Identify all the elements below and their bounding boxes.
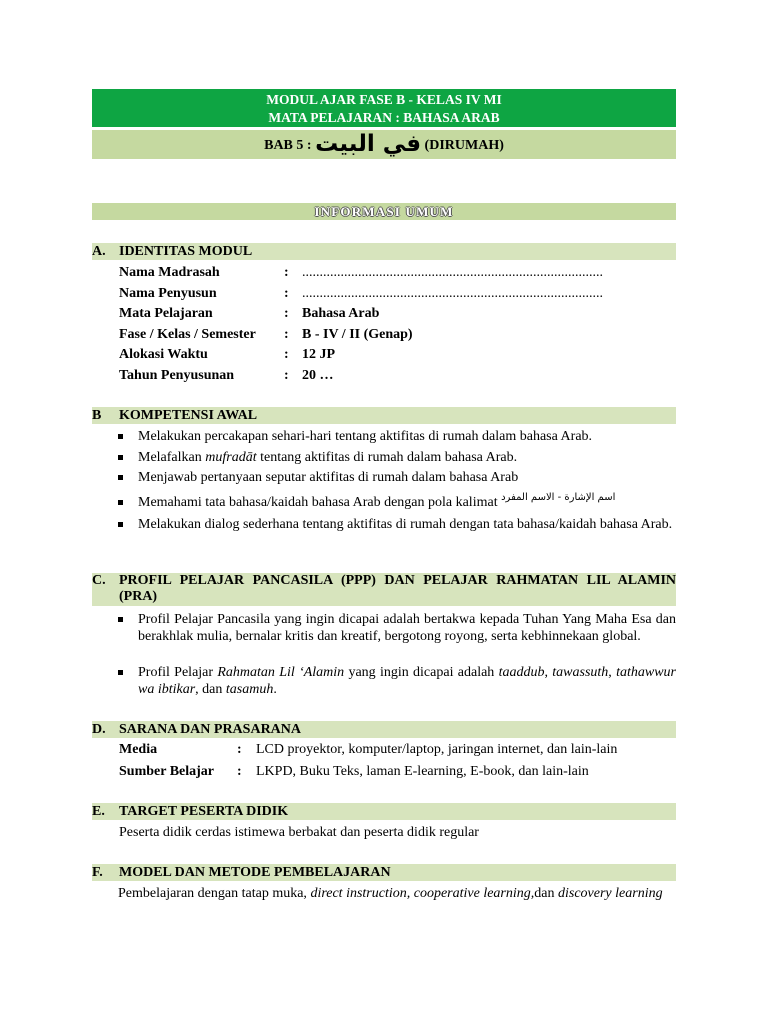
facility-separator: : <box>237 742 242 757</box>
identity-label: Alokasi Waktu <box>119 347 208 362</box>
section-letter: C. <box>92 573 106 588</box>
identity-value: ...................................................................................... <box>302 286 603 301</box>
section-letter: F. <box>92 865 103 880</box>
bullet-icon <box>118 670 123 675</box>
list-item: Profil Pelajar Rahmatan Lil ‘Alamin yang ingin dicapai adalah taaddub, tawassuth, tathawwur wa ibtikar, dan tasamuh. <box>118 664 676 698</box>
bullet-icon <box>118 455 123 460</box>
bullet-icon <box>118 500 123 505</box>
bullet-icon <box>118 617 123 622</box>
identity-label: Mata Pelajaran <box>119 306 213 321</box>
general-info-heading: INFORMASI UMUM <box>92 203 676 220</box>
arabic-pattern: اسم الإشارة - الاسم المفرد <box>501 492 616 503</box>
identity-separator: : <box>284 327 289 342</box>
bullet-icon <box>118 434 123 439</box>
section-b-heading <box>92 407 676 424</box>
section-letter: A. <box>92 244 106 259</box>
module-title: MODUL AJAR FASE B - KELAS IV MI <box>266 92 502 107</box>
identity-separator: : <box>284 347 289 362</box>
identity-label: Nama Penyusun <box>119 286 217 301</box>
section-title: PROFIL PELAJAR PANCASILA (PPP) DAN PELAJAR RAHMATAN LIL ALAMIN (PRA) <box>119 573 676 604</box>
identity-value: B - IV / II (Genap) <box>302 327 413 342</box>
list-item: Profil Pelajar Pancasila yang ingin dicapai adalah bertakwa kepada Tuhan Yang Maha Esa dan berakhlak mulia, bernalar kritis dan kreatif, bergotong royong, serta kebhinnekaan global. <box>118 611 676 662</box>
section-title: IDENTITAS MODUL <box>119 244 253 259</box>
identity-value: 20 … <box>302 368 334 383</box>
identity-separator: : <box>284 368 289 383</box>
target-students-text: Peserta didik cerdas istimewa berbakat dan peserta didik regular <box>119 825 479 840</box>
facility-separator: : <box>237 764 242 779</box>
identity-separator: : <box>284 306 289 321</box>
section-c-heading <box>92 573 676 606</box>
list-item: Melafalkan mufradāt tentang aktifitas di rumah dalam bahasa Arab. <box>118 449 676 466</box>
identity-value: ...................................................................................... <box>302 265 603 280</box>
list-item: Memahami tata bahasa/kaidah bahasa Arab dengan pola kalimat $^{اسم الإشارة - الاسم المفرد}$ <box>118 494 676 511</box>
chapter-banner <box>92 130 676 159</box>
identity-value: 12 JP <box>302 347 336 362</box>
section-letter: B <box>92 408 102 423</box>
identity-value: Bahasa Arab <box>302 306 380 321</box>
section-e-heading <box>92 803 676 820</box>
list-item: Menjawab pertanyaan seputar aktifitas di rumah dalam bahasa Arab <box>118 469 676 486</box>
chapter-prefix: BAB 5 : <box>264 138 312 153</box>
learning-model-text: Pembelajaran dengan tatap muka, direct instruction, cooperative learning,dan discovery learning <box>118 886 663 901</box>
identity-separator: : <box>284 286 289 301</box>
section-title: SARANA DAN PRASARANA <box>119 722 302 737</box>
section-d-heading <box>92 721 676 738</box>
section-title: MODEL DAN METODE PEMBELAJARAN <box>119 865 391 880</box>
section-title: TARGET PESERTA DIDIK <box>119 804 289 819</box>
facility-value: LCD proyektor, komputer/laptop, jaringan internet, dan lain-lain <box>256 742 618 757</box>
chapter-suffix: (DIRUMAH) <box>424 138 504 153</box>
section-letter: E. <box>92 804 105 819</box>
bullet-icon <box>118 522 123 527</box>
section-letter: D. <box>92 722 106 737</box>
list-item: Melakukan percakapan sehari-hari tentang aktifitas di rumah dalam bahasa Arab. <box>118 428 676 445</box>
identity-label: Fase / Kelas / Semester <box>119 327 256 342</box>
facility-label: Media <box>119 742 158 757</box>
module-subject: MATA PELAJARAN : BAHASA ARAB <box>268 110 500 125</box>
facility-value: LKPD, Buku Teks, laman E-learning, E-book, dan lain-lain <box>256 764 589 779</box>
section-a-heading <box>92 243 676 260</box>
module-title-banner <box>92 89 676 127</box>
facility-label: Sumber Belajar <box>119 764 215 779</box>
identity-separator: : <box>284 265 289 280</box>
section-title: KOMPETENSI AWAL <box>119 408 258 423</box>
chapter-arabic-title: في البيت <box>315 131 422 157</box>
section-f-heading <box>92 864 676 881</box>
bullet-icon <box>118 475 123 480</box>
identity-label: Tahun Penyusunan <box>119 368 235 383</box>
identity-label: Nama Madrasah <box>119 265 220 280</box>
list-item: Melakukan dialog sederhana tentang aktifitas di rumah dengan tata bahasa/kaidah bahasa Arab. <box>118 516 676 550</box>
